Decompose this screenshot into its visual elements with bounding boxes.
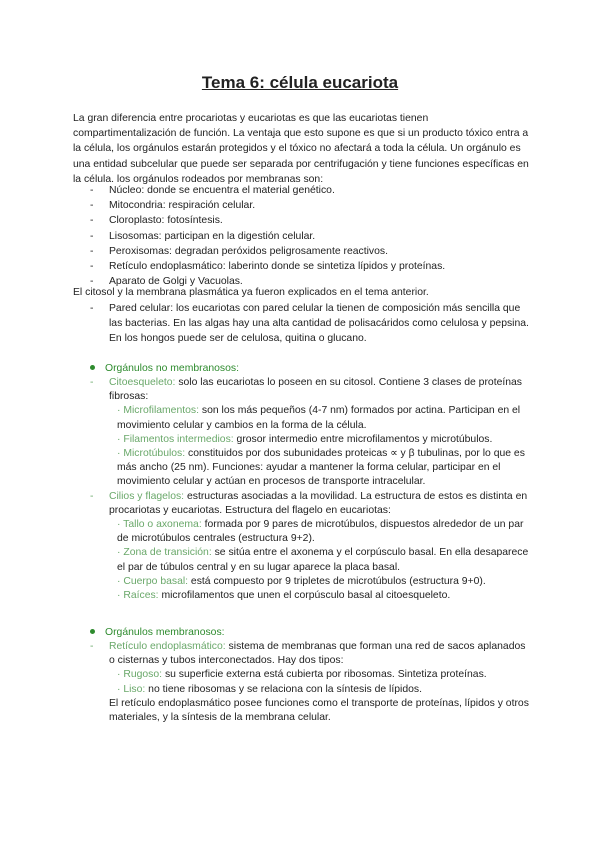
- er-functions: El retículo endoplasmático posee funciones como el transporte de proteínas, lípidos y otros materiales, y la síntesis de la membrana celular.: [109, 697, 529, 724]
- list-item: - Citoesqueleto: solo las eucariotas lo poseen en su citosol. Contiene 3 clases de proteínas fibrosas: · Microfilamentos: son los más pequeños (4-7 nm) formados por actina. Participan en el movimiento celular y cambios en la forma de la célula. · Filamentos intermedios: grosor intermedio entre microfilamentos y microtúbulos. · Microtúbulos: constituidos por dos subunidades proteicas ∝ y β tubulinas, por lo que es más ancho (25 nm). Funciones: ayudar a mantener la forma celular, participar en el movimiento celular y actúan en procesos de transporte intracelular.: [90, 376, 530, 490]
- non-membranous-section: [90, 376, 530, 603]
- cytosol-note: El citosol y la membrana plasmática ya fueron explicados en el tema anterior.: [73, 287, 429, 298]
- list-item: - Retículo endoplasmático: sistema de membranas que forman una red de sacos aplanados o cisternas y tubos interconectados. Hay dos tipos: · Rugoso: su superficie externa está cubierta por ribosomas. Sintetiza proteínas. · Liso: no tiene ribosomas y se relaciona con la síntesis de lípidos. El retículo endoplasmático posee funciones como el transporte de proteínas, lípidos y otros materiales, y la síntesis de la membrana celular.: [90, 640, 530, 725]
- sub-item: · Rugoso: su superficie externa está cubierta por ribosomas. Sintetiza proteínas.: [117, 669, 487, 681]
- sub-item: · Tallo o axonema: formada por 9 pares de microtúbulos, dispuestos alrededor de un par de microtúbulos centrales (estructura 9+2).: [117, 519, 524, 545]
- list-item: - Lisosomas: participan en la digestión celular.: [90, 229, 530, 244]
- membrane-organelle-list: [90, 183, 530, 289]
- sub-item: · Raíces: microfilamentos que unen el corpúsculo basal al citoesqueleto.: [117, 590, 451, 602]
- list-item: - Mitocondria: respiración celular.: [90, 198, 530, 213]
- page-title: Tema 6: célula eucariota: [201, 73, 399, 92]
- bullet-icon: [90, 629, 95, 634]
- list-item: - Cilios y flagelos: estructuras asociadas a la movilidad. La estructura de estos es distinta en procariotas y eucariotas. Estructura del flagelo en eucariotas: · Tallo o axonema: formada por 9 pares de microtúbulos, dispuestos alrededor de un par de microtúbulos centrales (estructura 9+2). · Zona de transición: se sitúa entre el axonema y el corpúsculo basal. En ella desaparece el par de túbulos central y en su lugar aparece la placa basal. · Cuerpo basal: está compuesto por 9 tripletes de microtúbulos (estructura 9+0). · Raíces: microfilamentos que unen el corpúsculo basal al citoesqueleto.: [90, 490, 530, 604]
- section-heading-non-membranous: Orgánulos no membranosos:: [90, 361, 530, 376]
- sub-item: · Microtúbulos: constituidos por dos subunidades proteicas ∝ y β tubulinas, por lo que es más ancho (25 nm). Funciones: ayudar a mantener la forma celular, participar en el movimiento celular y actúan en procesos de transporte intracelular.: [117, 448, 525, 488]
- list-item: - Pared celular: los eucariotas con pared celular la tienen de composición más sencilla que las bacterias. En las algas hay una alta cantidad de polisacáridos como celulosa y pepsina. En los hongos puede ser de celulosa, quitina o glucano.: [90, 301, 530, 347]
- term: Cilios y flagelos:: [109, 490, 185, 502]
- term: Citoesqueleto:: [109, 377, 176, 388]
- sub-item: · Zona de transición: se sitúa entre el axonema y el corpúsculo basal. En ella desaparece el par de túbulos central y en su lugar aparece la placa basal.: [117, 547, 529, 573]
- sub-item: · Filamentos intermedios: grosor intermedio entre microfilamentos y microtúbulos.: [117, 433, 493, 445]
- sub-item: · Cuerpo basal: está compuesto por 9 tripletes de microtúbulos (estructura 9+0).: [117, 575, 486, 587]
- sub-item: · Liso: no tiene ribosomas y se relaciona con la síntesis de lípidos.: [117, 683, 422, 695]
- list-item: - Aparato de Golgi y Vacuolas.: [90, 274, 530, 289]
- sub-item: · Microfilamentos: son los más pequeños (4-7 nm) formados por actina. Participan en el movimiento celular y cambios en la forma de la célula.: [117, 405, 521, 431]
- membranous-section: [90, 640, 530, 725]
- list-item: - Retículo endoplasmático: laberinto donde se sintetiza lípidos y proteínas.: [90, 259, 530, 274]
- cell-wall-list: [90, 301, 530, 347]
- intro-paragraph: La gran diferencia entre procariotas y eucariotas es que las eucariotas tienen compartimentalización de función. La ventaja que esto supone es que si un producto tóxico entra a la célula, los orgánulos estarán protegidos y el tóxico no afectará a toda la célula. Un orgánulo es una entidad subcelular que puede ser separada por centrifugación y tiene funciones específicas en la célula. los orgánulos rodeados por membranas son:: [73, 113, 529, 185]
- list-item: - Cloroplasto: fotosíntesis.: [90, 213, 530, 228]
- list-item: - Núcleo: donde se encuentra el material genético.: [90, 183, 530, 198]
- bullet-icon: [90, 365, 95, 370]
- section-heading-membranous: Orgánulos membranosos:: [90, 625, 530, 640]
- term: Retículo endoplasmático:: [109, 641, 226, 652]
- list-item: - Peroxisomas: degradan peróxidos peligrosamente reactivos.: [90, 244, 530, 259]
